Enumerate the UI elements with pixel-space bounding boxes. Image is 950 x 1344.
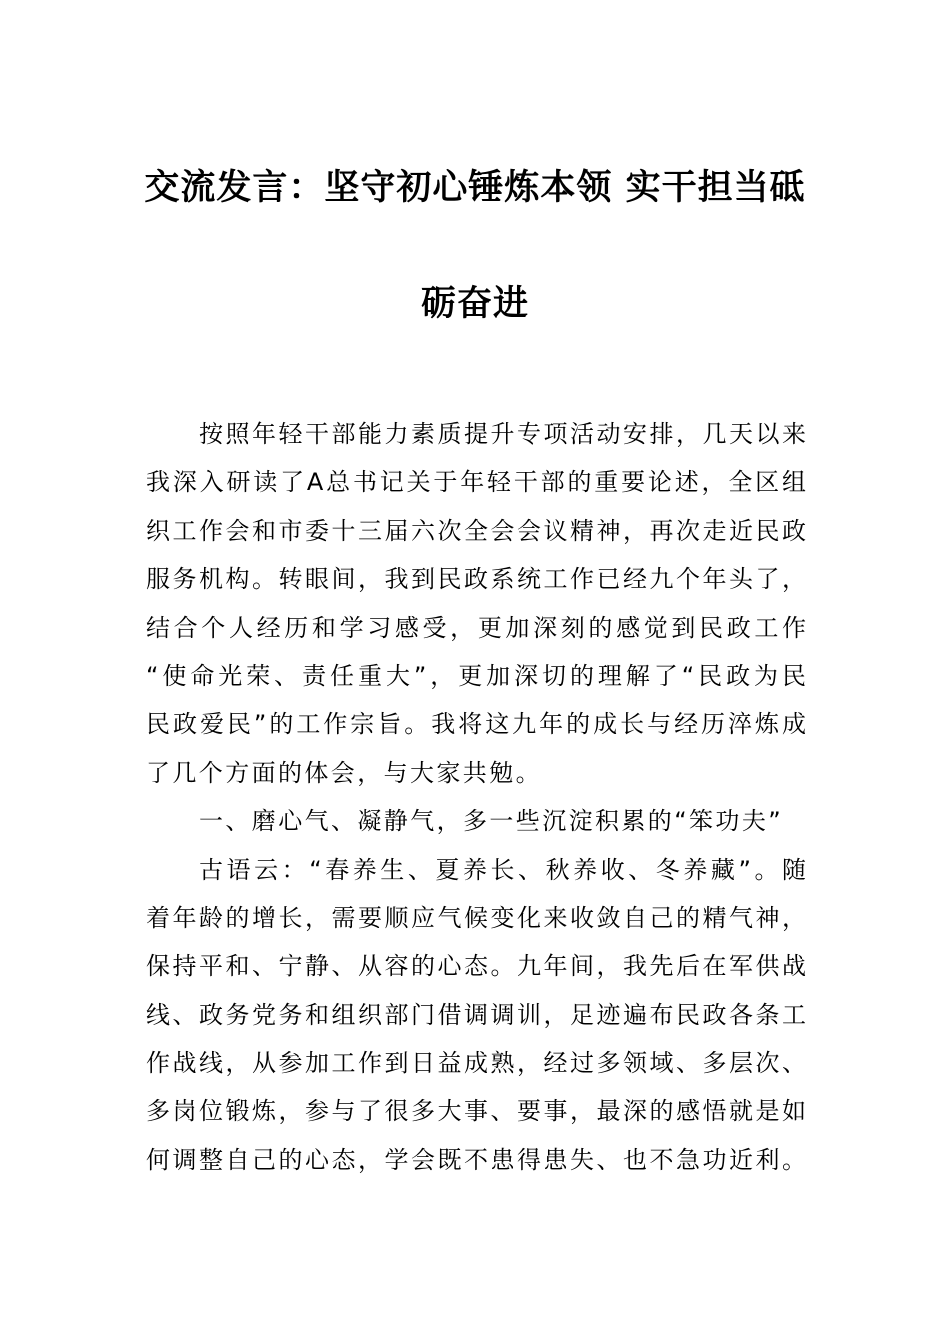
paragraph-1-line: 服务机构。转眼间，我到民政系统工作已经九个年头了， (146, 565, 806, 594)
paragraph-3-line: 着年龄的增长，需要顺应气候变化来收敛自己的精气神， (146, 903, 806, 932)
paragraph-3-line: 古语云：“春养生、夏养长、秋养收、冬养藏”。随 (199, 855, 806, 884)
paragraph-3-line: 何调整自己的心态，学会既不患得患失、也不急功近利。 (146, 1145, 806, 1174)
paragraph-3-line: 作战线，从参加工作到日益成熟，经过多领域、多层次、 (146, 1049, 806, 1078)
paragraph-3-line: 多岗位锻炼，参与了很多大事、要事，最深的感悟就是如 (146, 1097, 806, 1126)
document-title-line-2: 砺奋进 (420, 284, 529, 324)
paragraph-1-line: “使命光荣、责任重大”，更加深切的理解了“民政为民 (146, 661, 806, 690)
paragraph-1-line: 民政爱民”的工作宗旨。我将这九年的成长与经历淬炼成 (146, 710, 806, 739)
paragraph-1-line: 结合个人经历和学习感受，更加深刻的感觉到民政工作 (146, 613, 806, 642)
paragraph-3-line: 线、政务党务和组织部门借调调训，足迹遍布民政各条工 (146, 1000, 806, 1029)
paragraph-1-line: 按照年轻干部能力素质提升专项活动安排，几天以来 (199, 420, 806, 448)
paragraph-1-line: 了几个方面的体会，与大家共勉。 (146, 758, 542, 787)
paragraph-2-line: 一、磨心气、凝静气，多一些沉淀积累的“笨功夫” (199, 807, 784, 836)
document-body (146, 414, 806, 1188)
document-title-line-1: 交流发言：坚守初心锤炼本领 实干担当砥 (144, 168, 806, 208)
paragraph-1-line: 我深入研读了A总书记关于年轻干部的重要论述，全区组 (146, 468, 806, 497)
paragraph-3-line: 保持平和、宁静、从容的心态。九年间，我先后在军供战 (146, 952, 806, 981)
paragraph-1-line: 织工作会和市委十三届六次全会会议精神，再次走近民政 (146, 516, 806, 545)
